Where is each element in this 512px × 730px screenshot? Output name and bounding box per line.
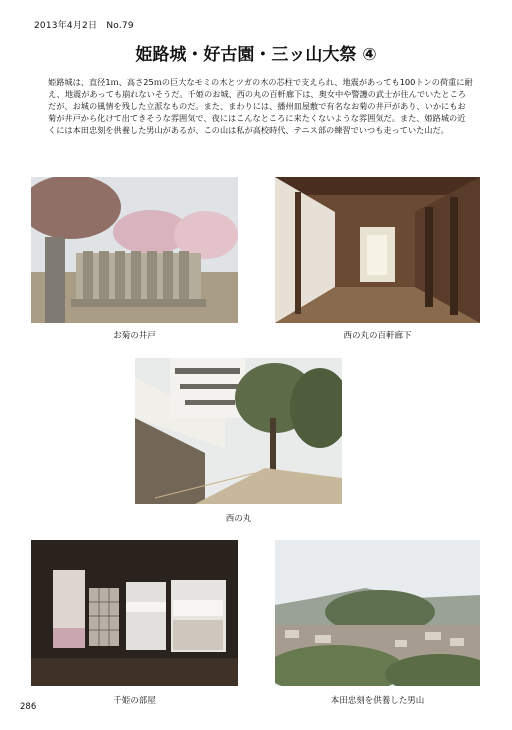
date-issue-header: 2013年4月2日 No.79 xyxy=(34,21,134,31)
nishinomaru-corridor-caption: 西の丸の百軒廊下 xyxy=(343,331,412,341)
otokoyama-caption: 本田忠刻を供養した男山 xyxy=(330,696,425,706)
okiku-well-photo xyxy=(31,177,238,323)
body-paragraph: 姫路城は、直径1ｍ、高さ25ｍの巨大なモミの木とツガの木の芯柱で支えられ、地震があっても100トンの荷重に耐え、地震があっても崩れないそうだ。千姫のお城、西の丸の百軒廊下は、奥女中や警護の武士が住んでいたところだが、お城の風情を残した立派なものだ。また、まわりには、播州皿屋敷で有名なお菊の井戸があり、いかにもお菊が井戸から化けて出てきそうな雰囲気で、夜にはこんなところに来たくないような雰囲気だ。また、姫路城の近くには本田忠刻を供養した男山があるが、この山は私が高校時代、テニス部の練習でいつも走っていた山だ。 xyxy=(48,77,473,135)
otokoyama-photo xyxy=(275,540,480,686)
nishinomaru-caption: 西の丸 xyxy=(225,514,252,524)
page-title: 姫路城・好古園・三ッ山大祭 ④ xyxy=(135,45,377,65)
nishinomaru-corridor-photo xyxy=(275,177,480,323)
page-number: 286 xyxy=(20,702,37,712)
senhime-room-caption: 千姫の部屋 xyxy=(113,696,156,706)
senhime-room-photo xyxy=(31,540,238,686)
okiku-well-caption: お菊の井戸 xyxy=(113,331,156,341)
nishinomaru-photo xyxy=(135,358,342,504)
